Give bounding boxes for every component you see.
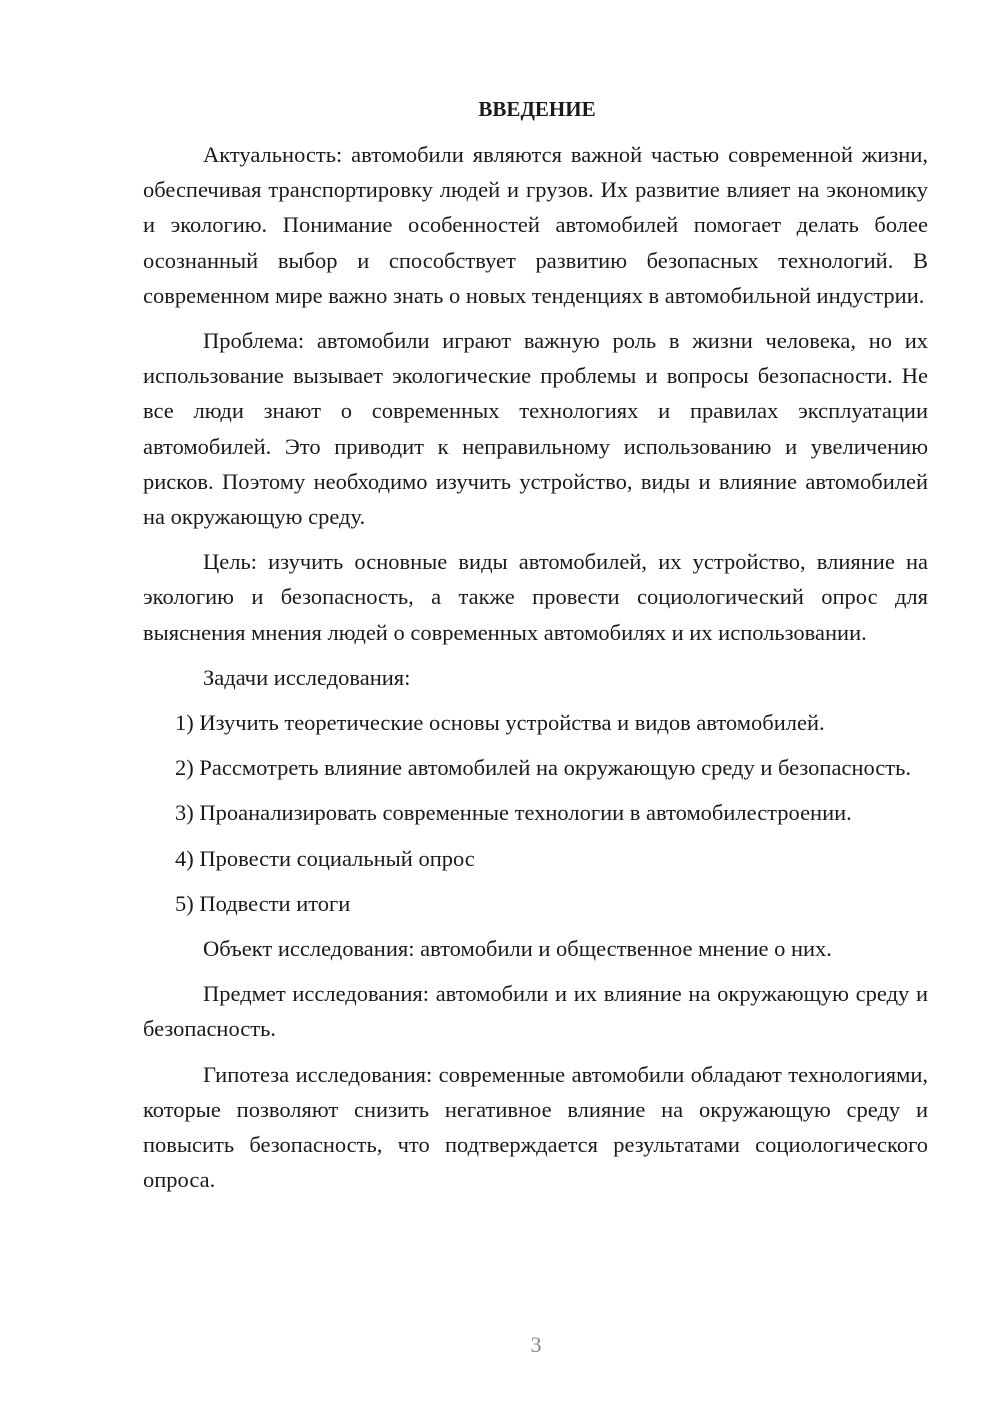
task-item-3: 3) Проанализировать современные технологии в автомобилестроении. xyxy=(175,800,852,826)
task-item-2: 2) Рассмотреть влияние автомобилей на окружающую среду и безопасность. xyxy=(175,755,911,781)
hypothesis-paragraph: Гипотеза исследования: современные автомобили обладают технологиями, которые позволяют снизить негативное влияние на окружающую среду и повысить безопасность, что подтверждается результатами социологического опроса. xyxy=(143,1061,928,1193)
tasks-heading: Задачи исследования: xyxy=(203,664,411,690)
subject-paragraph: Предмет исследования: автомобили и их влияние на окружающую среду и безопасность. xyxy=(143,981,928,1042)
page-number: 3 xyxy=(530,1332,542,1357)
task-item-1: 1) Изучить теоретические основы устройства и видов автомобилей. xyxy=(175,710,825,736)
task-item-5: 5) Подвести итоги xyxy=(175,890,351,916)
object-paragraph: Объект исследования: автомобили и общественное мнение о них. xyxy=(203,936,832,962)
task-item-4: 4) Провести социальный опрос xyxy=(175,845,475,871)
problem-paragraph: Проблема: автомобили играют важную роль в жизни человека, но их использование вызывает экологические проблемы и вопросы безопасности. Не все люди знают о современных технологиях и правилах эксплуатации автомобилей. Это приводит к неправильному использованию и увеличению рисков. Поэтому необходимо изучить устройство, виды и влияние автомобилей на окружающую среду. xyxy=(143,328,928,530)
document-body xyxy=(143,92,928,1207)
page-title: ВВЕДЕНИЕ xyxy=(478,97,596,121)
goal-paragraph: Цель: изучить основные виды автомобилей, их устройство, влияние на экологию и безопасность, а также провести социологический опрос для выяснения мнения людей о современных автомобилях и их использовании. xyxy=(143,549,928,645)
relevance-paragraph: Актуальность: автомобили являются важной частью современной жизни, обеспечивая транспортировку людей и грузов. Их развитие влияет на экономику и экологию. Понимание особенностей автомобилей помогает делать более осознанный выбор и способствует развитию безопасных технологий. В современном мире важно знать о новых тенденциях в автомобильной индустрии. xyxy=(143,142,928,308)
